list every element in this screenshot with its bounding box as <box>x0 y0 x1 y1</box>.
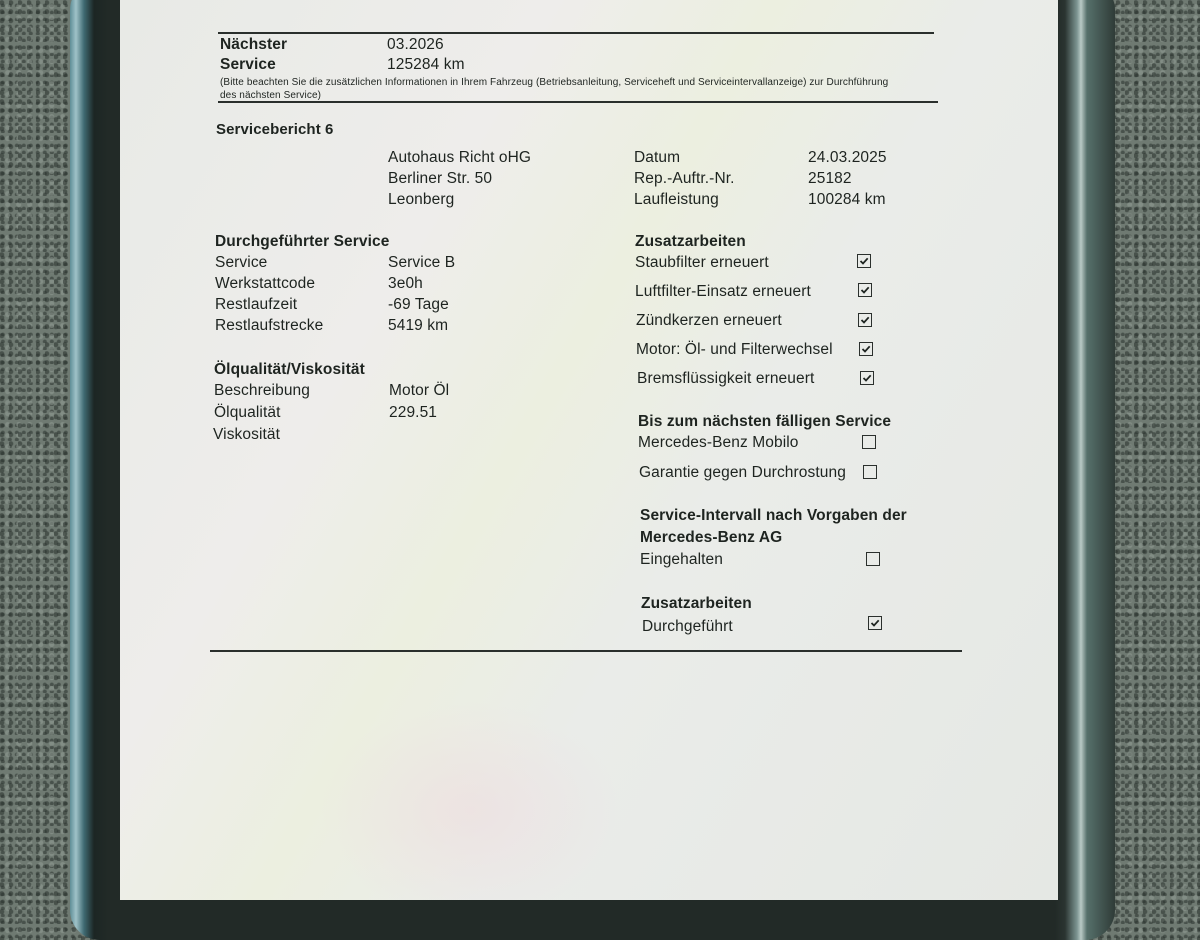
phone-screen <box>120 0 1058 900</box>
meta-label-order: Rep.-Auftr.-Nr. <box>634 170 735 187</box>
meta-value-date: 24.03.2025 <box>808 149 887 166</box>
performed-value-service: Service B <box>388 254 456 271</box>
meta-value-order: 25182 <box>808 170 852 187</box>
performed-label-distance: Restlaufstrecke <box>215 317 324 334</box>
checkbox-rust-warranty[interactable] <box>863 465 877 479</box>
dealer-street: Berliner Str. 50 <box>388 170 493 187</box>
checkmark-icon <box>870 618 880 628</box>
dealer-name: Autohaus Richt oHG <box>388 149 532 166</box>
additional-work-label-oilchange: Motor: Öl- und Filterwechsel <box>636 341 833 358</box>
next-service-label-1: Nächster <box>220 36 288 53</box>
additional-done-heading: Zusatzarbeiten <box>641 595 752 612</box>
checkmark-icon <box>862 373 872 383</box>
until-next-label-rust-warranty: Garantie gegen Durchrostung <box>639 464 846 481</box>
top-divider <box>218 32 934 34</box>
performed-value-time: -69 Tage <box>388 296 449 313</box>
additional-done-label: Durchgeführt <box>642 618 733 635</box>
meta-label-date: Datum <box>634 149 681 166</box>
checkbox-sparkplugs[interactable] <box>858 313 872 327</box>
checkmark-icon <box>859 256 869 266</box>
next-service-label-2: Service <box>220 56 276 73</box>
additional-work-heading: Zusatzarbeiten <box>635 233 746 250</box>
checkbox-airfilter[interactable] <box>858 283 872 297</box>
performed-label-service: Service <box>215 254 268 271</box>
interval-heading-line2: Mercedes-Benz AG <box>640 529 783 546</box>
performed-value-code: 3e0h <box>388 275 423 292</box>
oil-label-quality: Ölqualität <box>214 404 281 421</box>
checkmark-icon <box>860 315 870 325</box>
checkbox-oilchange[interactable] <box>859 342 873 356</box>
next-service-note: (Bitte beachten Sie die zusätzlichen Informationen in Ihrem Fahrzeug (Betriebsanleitung, Serviceheft und Serviceintervallanzeige) zur Durchführung des nächsten Service) <box>220 77 889 101</box>
service-record-document <box>120 0 1058 900</box>
performed-label-time: Restlaufzeit <box>215 296 298 313</box>
oil-label-description: Beschreibung <box>214 382 310 399</box>
additional-work-label-airfilter: Luftfilter-Einsatz erneuert <box>635 283 811 300</box>
dealer-city: Leonberg <box>388 191 455 208</box>
oil-heading: Ölqualität/Viskosität <box>214 361 365 378</box>
note-divider <box>218 101 938 103</box>
oil-label-viscosity: Viskosität <box>213 426 281 443</box>
interval-label-complied: Eingehalten <box>640 551 723 568</box>
checkmark-icon <box>861 344 871 354</box>
checkbox-dustfilter[interactable] <box>857 254 871 268</box>
meta-value-mileage: 100284 km <box>808 191 886 208</box>
performed-service-heading: Durchgeführter Service <box>215 233 390 250</box>
until-next-heading: Bis zum nächsten fälligen Service <box>638 413 892 430</box>
next-service-date: 03.2026 <box>387 36 444 53</box>
checkbox-brakefluid[interactable] <box>860 371 874 385</box>
bottom-divider <box>210 650 962 652</box>
next-service-mileage: 125284 km <box>387 56 465 73</box>
checkbox-interval-complied[interactable] <box>866 552 880 566</box>
additional-work-label-sparkplugs: Zündkerzen erneuert <box>636 312 782 329</box>
performed-value-distance: 5419 km <box>388 317 449 334</box>
additional-work-label-brakefluid: Bremsflüssigkeit erneuert <box>637 370 815 387</box>
checkbox-additional-done[interactable] <box>868 616 882 630</box>
until-next-label-mobilo: Mercedes-Benz Mobilo <box>638 434 799 451</box>
interval-heading-line1: Service-Intervall nach Vorgaben der <box>640 507 907 524</box>
oil-value-description: Motor Öl <box>389 382 450 399</box>
oil-value-quality: 229.51 <box>389 404 438 421</box>
performed-label-code: Werkstattcode <box>215 275 316 292</box>
report-title: Servicebericht 6 <box>216 121 334 138</box>
additional-work-label-dustfilter: Staubfilter erneuert <box>635 254 769 271</box>
checkmark-icon <box>860 285 870 295</box>
meta-label-mileage: Laufleistung <box>634 191 719 208</box>
checkbox-mobilo[interactable] <box>862 435 876 449</box>
